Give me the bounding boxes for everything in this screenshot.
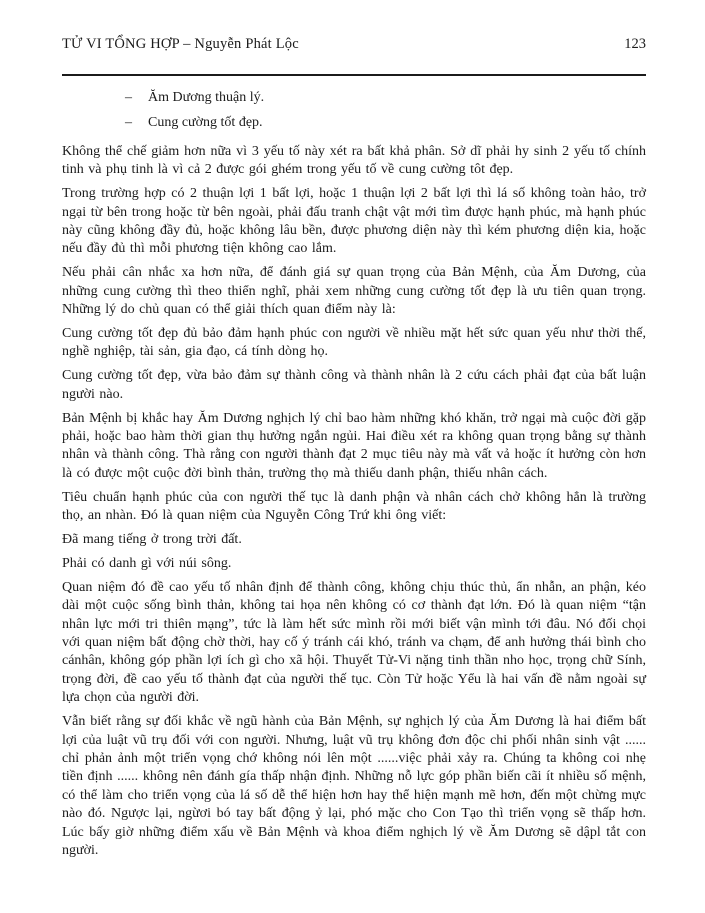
running-title: TỬ VI TỔNG HỢP – Nguyễn Phát Lộc (62, 36, 299, 52)
verse-line: Phải có danh gì với núi sông. (62, 555, 232, 571)
header-divider (62, 74, 646, 76)
body-paragraph: Trong trường hợp có 2 thuận lợi 1 bất lợi, hoặc 1 thuận lợi 2 bất lợi thì lá số không toàn hảo, trở ngại từ bên trong hoặc từ bên ngoài, phải đấu tranh chật vật mới tìm được hạnh phúc, mà hạnh phúc này cũng không đầy đủ, hoặc không lâu bền, được phương diện này thì kém phương diện kia, hoặc nếu đầy đủ thì mỗi phương tiện không cao lắm. (62, 186, 646, 257)
body-paragraph: Bản Mệnh bị khắc hay Ăm Dương nghịch lý chỉ bao hàm những khó khăn, trở ngại mà cuộc đời gặp phải, hoặc bao hàm thời gian thụ hưởng ngắn ngủi. Hai điều xét ra không quan trọng bằng sự thành nhân và thành công. Thà rằng con người thành đạt 2 mục tiêu này mà vất vả hoặc ít hưởng còn hơn là có được một cuộc đời bình thản, trường thọ mà thiếu danh phận, thiếu nhân cách. (62, 410, 646, 481)
body-paragraph: Cung cường tốt đẹp, vừa bảo đảm sự thành công và thành nhân là 2 cứu cách phải đạt của bất luận người nào. (62, 368, 646, 402)
body-paragraph: Không thể chế giảm hơn nữa vì 3 yếu tố này xét ra bất khả phân. Sở dĩ phải hy sinh 2 yếu tố chính tinh và phụ tinh là vì cả 2 được gói ghém trong yếu tố về cung cường tôt đẹp. (62, 143, 646, 178)
dash-marker: – (125, 90, 132, 105)
page-header (62, 36, 646, 53)
body-paragraph: Vẫn biết rằng sự đối khắc về ngũ hành của Bản Mệnh, sự nghịch lý của Ăm Dương là hai điểm bất lợi của luật vũ trụ đối với con người. Nhưng, luật vũ trụ không đơn độc chi phối nhân sinh vật ...... chỉ phản ảnh một triển vọng chớ không nói lên một ......việc phải xảy ra. Chúng ta không coi nhẹ tiền định ...... không nên đánh gía thấp nhận định. Những nỗ lực góp phần biến cãi ít nhiều số mệnh, có thể làm cho triển vọng của lá số dễ thể hiện hơn hay thể hiện mạnh mẽ hơn, đến một chừng mực nào đó. Ngược lại, ngừơi bó tay bất động ỷ lại, phó mặc cho Con Tạo thì triển vọng sẽ thấp hơn. Lúc bấy giờ những điểm xấu về Bản Mệnh và khoa điểm nghịch lý về Ăm Dương sẽ dậpl tắt con người. (62, 714, 646, 859)
list-item (62, 114, 646, 132)
page-number: 123 (624, 36, 646, 52)
body-paragraph: Nếu phải cân nhắc xa hơn nữa, để đánh giá sự quan trọng của Bản Mệnh, của Ăm Dương, của những cung cường thì theo thiển nghĩ, phải xem những cung cường tốt đẹp là ưu tiên quan trọng. Những lý do chủ quan có thể giải thích quan điểm này là: (62, 265, 646, 318)
verse-line: Đã mang tiếng ở trong trời đất. (62, 532, 242, 548)
body-paragraph: Cung cường tốt đẹp đủ bảo đảm hạnh phúc con người về nhiều mặt hết sức quan yếu như thời thế, nghề nghiệp, tài sản, gia đạo, cá tính dòng họ. (62, 325, 646, 360)
list-item-text: Ăm Dương thuận lý. (148, 90, 265, 105)
body-paragraph: Tiêu chuẩn hạnh phúc của con người thế tục là danh phận và nhân cách chở không hẳn là trường thọ, an nhàn. Đó là quan niệm của Nguyễn Công Trứ khi ông viết: (62, 489, 646, 524)
bullet-list (62, 89, 646, 133)
list-item (62, 89, 646, 107)
body-paragraph: Quan niệm đó đề cao yếu tố nhân định để thành công, không chịu thúc thủ, ẩn nhẫn, an phận, kéo dài một cuộc sống bình thản, không tai họa nên không có cơ thành đạt lớn. Đó là quan niệm “tận nhân lực mới tri thiên mạng”, tức là làm hết sức mình rồi mới biết vận mình tới đâu. Nó đối chọi với quan niệm bất động chờ thời, hay cố ý tránh cái khó, tránh va chạm, để anh hưởng thái bình cho cánhân, không góp phần lợi ích gì cho xã hội. Thuyết Tử-Vi nặng tinh thần nho học, trọng chữ Sính, trọng đời, đề cao yếu tố thành đạt của người thế tục. Còn Tử hoặc Yểu là hai vấn đề nằm ngoài sự lựa chọn của người đời. (62, 579, 646, 706)
list-item-text: Cung cường tốt đẹp. (148, 115, 263, 131)
dash-marker: – (125, 115, 132, 131)
